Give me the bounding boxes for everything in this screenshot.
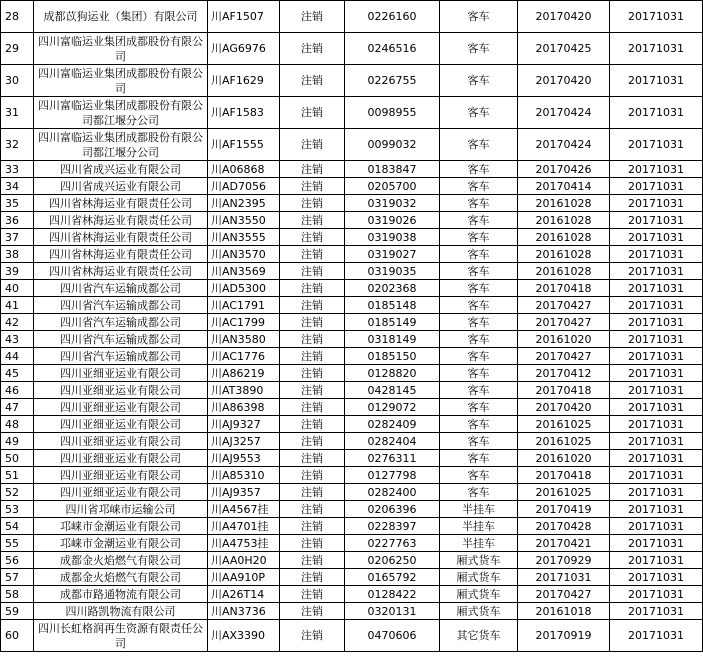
end-date: 20171031 <box>610 535 703 552</box>
end-date: 20171031 <box>610 348 703 365</box>
vehicle-type: 客车 <box>440 314 518 331</box>
start-date: 20161028 <box>518 229 610 246</box>
action-status: 注销 <box>280 195 345 212</box>
vehicle-type: 厢式货车 <box>440 603 518 620</box>
table-row <box>1 161 703 178</box>
table-row <box>1 331 703 348</box>
row-number: 31 <box>1 97 34 129</box>
plate-number: 川A4753挂 <box>208 535 280 552</box>
certificate-number: 0282404 <box>345 433 440 450</box>
vehicle-type: 客车 <box>440 416 518 433</box>
company-name: 四川省汽车运输成都公司 <box>34 280 208 297</box>
certificate-number: 0128422 <box>345 586 440 603</box>
row-number: 40 <box>1 280 34 297</box>
row-number: 28 <box>1 1 34 33</box>
end-date: 20171031 <box>610 569 703 586</box>
vehicle-type: 客车 <box>440 161 518 178</box>
certificate-number: 0205700 <box>345 178 440 195</box>
end-date: 20171031 <box>610 246 703 263</box>
row-number: 37 <box>1 229 34 246</box>
company-name: 四川亚细亚运业有限公司 <box>34 450 208 467</box>
action-status: 注销 <box>280 33 345 65</box>
plate-number: 川AT3890 <box>208 382 280 399</box>
row-number: 41 <box>1 297 34 314</box>
start-date: 20170424 <box>518 97 610 129</box>
vehicle-type: 客车 <box>440 65 518 97</box>
row-number: 47 <box>1 399 34 416</box>
vehicle-type: 客车 <box>440 467 518 484</box>
company-name: 四川亚细亚运业有限公司 <box>34 484 208 501</box>
end-date: 20171031 <box>610 603 703 620</box>
action-status: 注销 <box>280 569 345 586</box>
end-date: 20171031 <box>610 195 703 212</box>
table-row <box>1 535 703 552</box>
table-row <box>1 280 703 297</box>
plate-number: 川AC1799 <box>208 314 280 331</box>
plate-number: 川AA910P <box>208 569 280 586</box>
company-name: 四川亚细亚运业有限公司 <box>34 467 208 484</box>
row-number: 34 <box>1 178 34 195</box>
certificate-number: 0246516 <box>345 33 440 65</box>
vehicle-type: 厢式货车 <box>440 552 518 569</box>
plate-number: 川AN3570 <box>208 246 280 263</box>
row-number: 56 <box>1 552 34 569</box>
company-name: 四川富临运业集团成都股份有限公司都江堰分公司 <box>34 129 208 161</box>
vehicle-type: 半挂车 <box>440 501 518 518</box>
row-number: 32 <box>1 129 34 161</box>
plate-number: 川A86398 <box>208 399 280 416</box>
table-row <box>1 314 703 331</box>
end-date: 20171031 <box>610 280 703 297</box>
start-date: 20170420 <box>518 65 610 97</box>
start-date: 20170428 <box>518 518 610 535</box>
certificate-number: 0282409 <box>345 416 440 433</box>
row-number: 52 <box>1 484 34 501</box>
action-status: 注销 <box>280 246 345 263</box>
company-name: 四川省林海运业有限责任公司 <box>34 195 208 212</box>
action-status: 注销 <box>280 399 345 416</box>
start-date: 20161028 <box>518 212 610 229</box>
certificate-number: 0470606 <box>345 620 440 652</box>
plate-number: 川AF1629 <box>208 65 280 97</box>
table-row <box>1 484 703 501</box>
action-status: 注销 <box>280 603 345 620</box>
vehicle-type: 其它货车 <box>440 620 518 652</box>
plate-number: 川AN3550 <box>208 212 280 229</box>
table-row <box>1 33 703 65</box>
vehicle-type: 厢式货车 <box>440 586 518 603</box>
end-date: 20171031 <box>610 97 703 129</box>
action-status: 注销 <box>280 501 345 518</box>
plate-number: 川AF1507 <box>208 1 280 33</box>
action-status: 注销 <box>280 212 345 229</box>
company-name: 四川省林海运业有限责任公司 <box>34 263 208 280</box>
plate-number: 川AD5300 <box>208 280 280 297</box>
table-row <box>1 348 703 365</box>
certificate-number: 0206250 <box>345 552 440 569</box>
vehicle-type: 客车 <box>440 195 518 212</box>
action-status: 注销 <box>280 161 345 178</box>
start-date: 20161028 <box>518 246 610 263</box>
end-date: 20171031 <box>610 467 703 484</box>
start-date: 20170420 <box>518 399 610 416</box>
vehicle-type: 客车 <box>440 1 518 33</box>
start-date: 20161025 <box>518 416 610 433</box>
vehicle-type: 客车 <box>440 129 518 161</box>
certificate-number: 0128820 <box>345 365 440 382</box>
vehicle-type: 半挂车 <box>440 535 518 552</box>
action-status: 注销 <box>280 552 345 569</box>
company-name: 四川省汽车运输成都公司 <box>34 314 208 331</box>
table-row <box>1 467 703 484</box>
plate-number: 川AC1776 <box>208 348 280 365</box>
end-date: 20171031 <box>610 501 703 518</box>
end-date: 20171031 <box>610 178 703 195</box>
company-name: 成都市路通物流有限公司 <box>34 586 208 603</box>
plate-number: 川A4701挂 <box>208 518 280 535</box>
action-status: 注销 <box>280 297 345 314</box>
plate-number: 川AF1583 <box>208 97 280 129</box>
company-name: 四川路凯物流有限公司 <box>34 603 208 620</box>
certificate-number: 0319026 <box>345 212 440 229</box>
row-number: 39 <box>1 263 34 280</box>
table-row <box>1 129 703 161</box>
row-number: 29 <box>1 33 34 65</box>
vehicle-type: 客车 <box>440 280 518 297</box>
action-status: 注销 <box>280 467 345 484</box>
certificate-number: 0319032 <box>345 195 440 212</box>
company-name: 邛崃市金潮运业有限公司 <box>34 535 208 552</box>
action-status: 注销 <box>280 518 345 535</box>
start-date: 20171031 <box>518 569 610 586</box>
action-status: 注销 <box>280 450 345 467</box>
end-date: 20171031 <box>610 212 703 229</box>
action-status: 注销 <box>280 586 345 603</box>
start-date: 20170427 <box>518 586 610 603</box>
action-status: 注销 <box>280 433 345 450</box>
row-number: 45 <box>1 365 34 382</box>
row-number: 49 <box>1 433 34 450</box>
certificate-number: 0202368 <box>345 280 440 297</box>
start-date: 20161020 <box>518 450 610 467</box>
end-date: 20171031 <box>610 33 703 65</box>
certificate-number: 0319038 <box>345 229 440 246</box>
action-status: 注销 <box>280 1 345 33</box>
table-row <box>1 297 703 314</box>
end-date: 20171031 <box>610 229 703 246</box>
certificate-number: 0129072 <box>345 399 440 416</box>
company-name: 邛崃市金潮运业有限公司 <box>34 518 208 535</box>
row-number: 42 <box>1 314 34 331</box>
vehicle-type: 客车 <box>440 263 518 280</box>
certificate-number: 0185150 <box>345 348 440 365</box>
certificate-number: 0319035 <box>345 263 440 280</box>
company-name: 四川省成兴运业有限公司 <box>34 178 208 195</box>
action-status: 注销 <box>280 229 345 246</box>
plate-number: 川A4567挂 <box>208 501 280 518</box>
table-row <box>1 433 703 450</box>
company-name: 四川省林海运业有限责任公司 <box>34 212 208 229</box>
company-name: 四川富临运业集团成都股份有限公司 <box>34 33 208 65</box>
start-date: 20161028 <box>518 263 610 280</box>
start-date: 20170919 <box>518 620 610 652</box>
end-date: 20171031 <box>610 433 703 450</box>
plate-number: 川AN3736 <box>208 603 280 620</box>
vehicle-type: 半挂车 <box>440 518 518 535</box>
certificate-number: 0165792 <box>345 569 440 586</box>
vehicle-type: 客车 <box>440 433 518 450</box>
vehicle-type: 客车 <box>440 450 518 467</box>
vehicle-type: 客车 <box>440 97 518 129</box>
table-row <box>1 518 703 535</box>
company-name: 成都金火焰燃气有限公司 <box>34 569 208 586</box>
company-name: 四川亚细亚运业有限公司 <box>34 433 208 450</box>
end-date: 20171031 <box>610 331 703 348</box>
table-row <box>1 365 703 382</box>
company-name: 四川省汽车运输成都公司 <box>34 331 208 348</box>
plate-number: 川AX3390 <box>208 620 280 652</box>
row-number: 46 <box>1 382 34 399</box>
vehicle-type: 客车 <box>440 229 518 246</box>
action-status: 注销 <box>280 331 345 348</box>
action-status: 注销 <box>280 314 345 331</box>
certificate-number: 0320131 <box>345 603 440 620</box>
table-row <box>1 416 703 433</box>
start-date: 20170427 <box>518 297 610 314</box>
row-number: 50 <box>1 450 34 467</box>
table-row <box>1 246 703 263</box>
start-date: 20161018 <box>518 603 610 620</box>
vehicle-type: 客车 <box>440 297 518 314</box>
vehicle-type: 客车 <box>440 331 518 348</box>
plate-number: 川A26T14 <box>208 586 280 603</box>
company-name: 四川省汽车运输成都公司 <box>34 297 208 314</box>
table-row <box>1 382 703 399</box>
row-number: 30 <box>1 65 34 97</box>
company-name: 四川省成兴运业有限公司 <box>34 161 208 178</box>
end-date: 20171031 <box>610 450 703 467</box>
plate-number: 川A86219 <box>208 365 280 382</box>
start-date: 20170418 <box>518 467 610 484</box>
table-row <box>1 263 703 280</box>
plate-number: 川AG6976 <box>208 33 280 65</box>
certificate-number: 0099032 <box>345 129 440 161</box>
company-name: 四川省邛崃市运输公司 <box>34 501 208 518</box>
table-row <box>1 450 703 467</box>
vehicle-type: 客车 <box>440 212 518 229</box>
row-number: 51 <box>1 467 34 484</box>
plate-number: 川AJ9357 <box>208 484 280 501</box>
table-body <box>1 1 703 652</box>
row-number: 48 <box>1 416 34 433</box>
action-status: 注销 <box>280 620 345 652</box>
start-date: 20161028 <box>518 195 610 212</box>
plate-number: 川AJ9553 <box>208 450 280 467</box>
plate-number: 川AN3580 <box>208 331 280 348</box>
table-row <box>1 552 703 569</box>
row-number: 33 <box>1 161 34 178</box>
action-status: 注销 <box>280 129 345 161</box>
table-row <box>1 620 703 652</box>
vehicle-type: 客车 <box>440 484 518 501</box>
company-name: 四川富临运业集团成都股份有限公司都江堰分公司 <box>34 97 208 129</box>
company-name: 四川亚细亚运业有限公司 <box>34 382 208 399</box>
certificate-number: 0227763 <box>345 535 440 552</box>
start-date: 20170418 <box>518 382 610 399</box>
end-date: 20171031 <box>610 65 703 97</box>
plate-number: 川AN3569 <box>208 263 280 280</box>
company-name: 四川省林海运业有限责任公司 <box>34 246 208 263</box>
plate-number: 川AN2395 <box>208 195 280 212</box>
table-row <box>1 195 703 212</box>
row-number: 43 <box>1 331 34 348</box>
start-date: 20170418 <box>518 280 610 297</box>
vehicle-type: 客车 <box>440 33 518 65</box>
start-date: 20170426 <box>518 161 610 178</box>
vehicle-type: 客车 <box>440 399 518 416</box>
start-date: 20161025 <box>518 484 610 501</box>
certificate-number: 0206396 <box>345 501 440 518</box>
vehicle-type: 厢式货车 <box>440 569 518 586</box>
action-status: 注销 <box>280 263 345 280</box>
start-date: 20170420 <box>518 1 610 33</box>
table-row <box>1 569 703 586</box>
start-date: 20170929 <box>518 552 610 569</box>
plate-number: 川AJ9327 <box>208 416 280 433</box>
certificate-number: 0276311 <box>345 450 440 467</box>
start-date: 20170421 <box>518 535 610 552</box>
table-row <box>1 1 703 33</box>
table-row <box>1 65 703 97</box>
row-number: 54 <box>1 518 34 535</box>
certificate-number: 0185148 <box>345 297 440 314</box>
table-row <box>1 178 703 195</box>
end-date: 20171031 <box>610 399 703 416</box>
company-name: 四川富临运业集团成都股份有限公司 <box>34 65 208 97</box>
start-date: 20170419 <box>518 501 610 518</box>
start-date: 20161020 <box>518 331 610 348</box>
start-date: 20170414 <box>518 178 610 195</box>
company-name: 成都金火焰燃气有限公司 <box>34 552 208 569</box>
table-row <box>1 501 703 518</box>
end-date: 20171031 <box>610 161 703 178</box>
vehicle-type: 客车 <box>440 348 518 365</box>
company-name: 四川亚细亚运业有限公司 <box>34 416 208 433</box>
end-date: 20171031 <box>610 314 703 331</box>
row-number: 60 <box>1 620 34 652</box>
end-date: 20171031 <box>610 1 703 33</box>
company-name: 四川长虹格润再生资源有限责任公司 <box>34 620 208 652</box>
plate-number: 川A85310 <box>208 467 280 484</box>
certificate-number: 0318149 <box>345 331 440 348</box>
end-date: 20171031 <box>610 586 703 603</box>
end-date: 20171031 <box>610 382 703 399</box>
action-status: 注销 <box>280 535 345 552</box>
vehicle-type: 客车 <box>440 178 518 195</box>
company-name: 四川亚细亚运业有限公司 <box>34 399 208 416</box>
certificate-number: 0226755 <box>345 65 440 97</box>
action-status: 注销 <box>280 97 345 129</box>
action-status: 注销 <box>280 178 345 195</box>
table-row <box>1 399 703 416</box>
end-date: 20171031 <box>610 620 703 652</box>
row-number: 55 <box>1 535 34 552</box>
start-date: 20170424 <box>518 129 610 161</box>
table-row <box>1 229 703 246</box>
table-row <box>1 586 703 603</box>
certificate-number: 0226160 <box>345 1 440 33</box>
plate-number: 川AC1791 <box>208 297 280 314</box>
row-number: 57 <box>1 569 34 586</box>
certificate-number: 0282400 <box>345 484 440 501</box>
start-date: 20170427 <box>518 348 610 365</box>
row-number: 35 <box>1 195 34 212</box>
company-name: 成都苡狗运业（集团）有限公司 <box>34 1 208 33</box>
table-row <box>1 603 703 620</box>
action-status: 注销 <box>280 348 345 365</box>
vehicle-type: 客车 <box>440 246 518 263</box>
end-date: 20171031 <box>610 297 703 314</box>
start-date: 20161025 <box>518 433 610 450</box>
row-number: 59 <box>1 603 34 620</box>
action-status: 注销 <box>280 484 345 501</box>
plate-number: 川AN3555 <box>208 229 280 246</box>
start-date: 20170427 <box>518 314 610 331</box>
table-row <box>1 97 703 129</box>
certificate-number: 0228397 <box>345 518 440 535</box>
start-date: 20170425 <box>518 33 610 65</box>
certificate-number: 0185149 <box>345 314 440 331</box>
row-number: 58 <box>1 586 34 603</box>
end-date: 20171031 <box>610 129 703 161</box>
end-date: 20171031 <box>610 518 703 535</box>
table-row <box>1 212 703 229</box>
certificate-number: 0098955 <box>345 97 440 129</box>
company-name: 四川省林海运业有限责任公司 <box>34 229 208 246</box>
company-name: 四川亚细亚运业有限公司 <box>34 365 208 382</box>
start-date: 20170412 <box>518 365 610 382</box>
end-date: 20171031 <box>610 416 703 433</box>
company-name: 四川省汽车运输成都公司 <box>34 348 208 365</box>
row-number: 53 <box>1 501 34 518</box>
plate-number: 川AD7056 <box>208 178 280 195</box>
action-status: 注销 <box>280 65 345 97</box>
vehicle-type: 客车 <box>440 382 518 399</box>
end-date: 20171031 <box>610 552 703 569</box>
row-number: 36 <box>1 212 34 229</box>
certificate-number: 0183847 <box>345 161 440 178</box>
action-status: 注销 <box>280 416 345 433</box>
certificate-number: 0127798 <box>345 467 440 484</box>
plate-number: 川AJ3257 <box>208 433 280 450</box>
end-date: 20171031 <box>610 484 703 501</box>
row-number: 44 <box>1 348 34 365</box>
certificate-number: 0428145 <box>345 382 440 399</box>
row-number: 38 <box>1 246 34 263</box>
end-date: 20171031 <box>610 365 703 382</box>
plate-number: 川AA0H20 <box>208 552 280 569</box>
action-status: 注销 <box>280 280 345 297</box>
plate-number: 川A06868 <box>208 161 280 178</box>
action-status: 注销 <box>280 365 345 382</box>
vehicle-type: 客车 <box>440 365 518 382</box>
end-date: 20171031 <box>610 263 703 280</box>
plate-number: 川AF1555 <box>208 129 280 161</box>
action-status: 注销 <box>280 382 345 399</box>
certificate-number: 0319027 <box>345 246 440 263</box>
